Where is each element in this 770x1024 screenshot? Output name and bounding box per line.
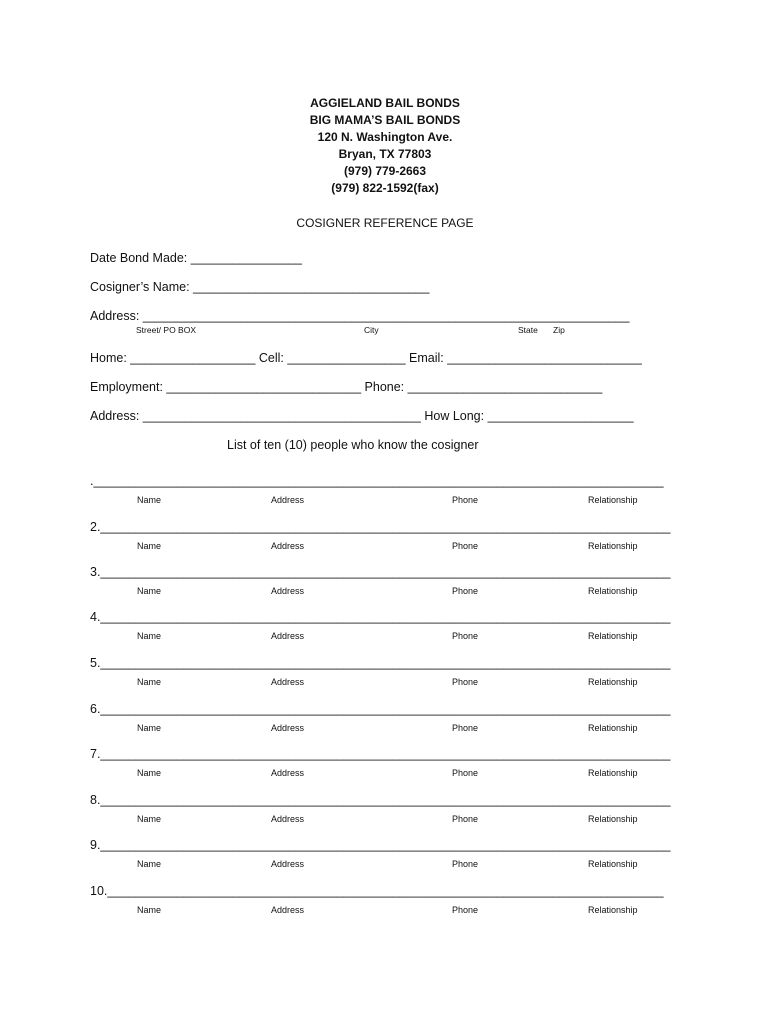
name-label: Name [137,723,162,733]
reference-line[interactable]: 3.__________________________________________________________________________________ [90,565,671,579]
reference-line[interactable]: 8.__________________________________________________________________________________ [90,793,671,807]
name-label: Name [137,631,162,641]
address-label: Address [271,814,305,824]
references-heading: List of ten (10) people who know the cosigner [227,438,479,452]
reference-line[interactable]: 10.________________________________________________________________________________ [90,884,664,898]
form-title: COSIGNER REFERENCE PAGE [296,216,474,230]
phone-label: Phone [452,495,479,505]
employer-address-fields[interactable]: Address: ________________________________________ How Long: _____________________ [90,409,634,423]
name-label: Name [137,677,162,687]
reference-row-10[interactable] [90,884,680,918]
city-state-zip: Bryan, TX 77803 [338,147,432,161]
reference-line[interactable]: 6.__________________________________________________________________________________ [90,702,671,716]
name-label: Name [137,541,162,551]
relationship-label: Relationship [588,723,638,733]
address-label: Address [271,677,305,687]
relationship-label: Relationship [588,814,638,824]
address-label: Address [271,905,305,915]
company-name-1: AGGIELAND BAIL BONDS [310,96,460,110]
name-label: Name [137,859,162,869]
phone-label: Phone [452,768,479,778]
date-bond-made-field[interactable]: Date Bond Made: ________________ [90,251,302,265]
cosigner-address-field[interactable]: Address: ______________________________________________________________________ [90,309,630,323]
relationship-label: Relationship [588,541,638,551]
reference-row-6[interactable] [90,702,680,736]
phone-label: Phone [452,859,479,869]
phone-label: Phone [452,631,479,641]
address-label: Address [271,541,305,551]
relationship-label: Relationship [588,677,638,687]
reference-line[interactable]: 5.__________________________________________________________________________________ [90,656,671,670]
company-name-2: BIG MAMA’S BAIL BONDS [309,113,461,127]
name-label: Name [137,586,162,596]
zip-sublabel: Zip [553,325,565,335]
relationship-label: Relationship [588,586,638,596]
reference-row-5[interactable] [90,656,680,690]
phone-label: Phone [452,905,479,915]
phone-label: Phone [452,541,479,551]
address-label: Address [271,631,305,641]
reference-line[interactable]: .__________________________________________________________________________________ [90,474,664,488]
contact-fields[interactable]: Home: __________________ Cell: _________________ Email: ____________________________ [90,351,642,365]
phone-label: Phone [452,586,479,596]
cosigner-name-field[interactable]: Cosigner’s Name: __________________________________ [90,280,430,294]
reference-row-8[interactable] [90,793,680,827]
street-sublabel: Street/ PO BOX [136,325,196,335]
fax-number: (979) 822-1592(fax) [331,181,439,195]
street-address: 120 N. Washington Ave. [317,130,453,144]
reference-row-2[interactable] [90,520,680,554]
relationship-label: Relationship [588,495,638,505]
company-header [0,95,770,197]
phone-label: Phone [452,677,479,687]
reference-line[interactable]: 9.__________________________________________________________________________________ [90,838,671,852]
name-label: Name [137,905,162,915]
address-label: Address [271,586,305,596]
reference-row-3[interactable] [90,565,680,599]
address-label: Address [271,768,305,778]
reference-row-4[interactable] [90,610,680,644]
relationship-label: Relationship [588,768,638,778]
reference-line[interactable]: 4.__________________________________________________________________________________ [90,610,671,624]
relationship-label: Relationship [588,631,638,641]
phone-label: Phone [452,723,479,733]
phone-label: Phone [452,814,479,824]
reference-row-1[interactable] [90,474,680,508]
name-label: Name [137,814,162,824]
reference-row-7[interactable] [90,747,680,781]
employment-fields[interactable]: Employment: ____________________________ Phone: ____________________________ [90,380,603,394]
city-sublabel: City [364,325,379,335]
relationship-label: Relationship [588,859,638,869]
name-label: Name [137,495,162,505]
address-label: Address [271,723,305,733]
relationship-label: Relationship [588,905,638,915]
phone-number: (979) 779-2663 [343,164,427,178]
reference-line[interactable]: 2.__________________________________________________________________________________ [90,520,671,534]
reference-row-9[interactable] [90,838,680,872]
address-label: Address [271,859,305,869]
reference-line[interactable]: 7.__________________________________________________________________________________ [90,747,671,761]
address-label: Address [271,495,305,505]
state-sublabel: State [518,325,538,335]
name-label: Name [137,768,162,778]
